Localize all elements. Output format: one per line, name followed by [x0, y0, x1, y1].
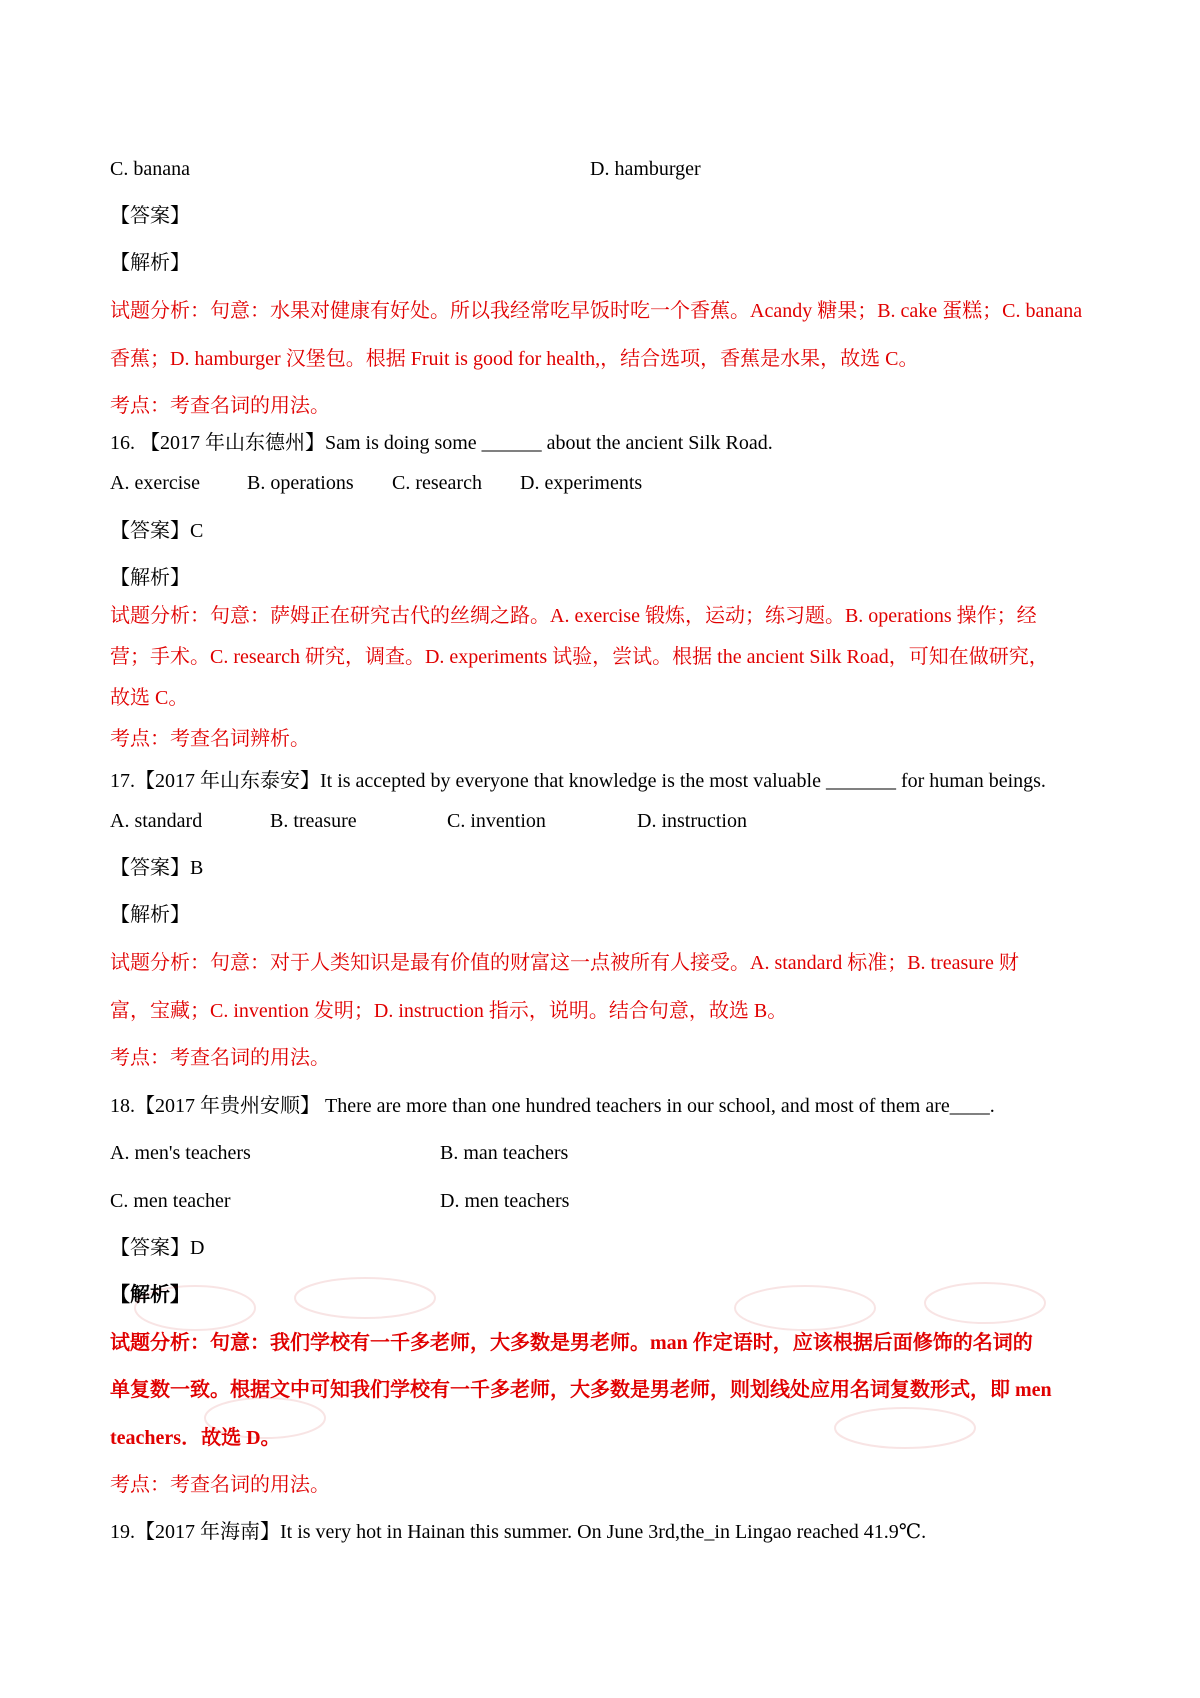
q18-option-c: C. men teacher [110, 1190, 231, 1212]
q15-analysis-line-1: 试题分析：句意：水果对健康有好处。所以我经常吃早饭时吃一个香蕉。Acandy 糖果；B. cake 蛋糕；C. banana [110, 300, 1083, 322]
q16-option-c: C. research [392, 472, 482, 494]
q19-stem: 19.【2017 年海南】It is very hot in Hainan this summer. On June 3rd,the_in Lingao reached 41.9℃. [110, 1521, 927, 1543]
q16-answer: 【答案】C [110, 520, 204, 542]
q18-option-a: A. men's teachers [110, 1142, 251, 1164]
q15-analysis-line-2: 香蕉；D. hamburger 汉堡包。根据 Fruit is good for health,，结合选项，香蕉是水果，故选 C。 [110, 348, 919, 370]
q18-analysis-line-3: teachers．故选 D。 [110, 1427, 281, 1449]
q18-stem: 18.【2017 年贵州安顺】 There are more than one hundred teachers in our school, and most of them are____. [110, 1095, 995, 1117]
q15-option-c: C. banana [110, 158, 190, 180]
q18-analysis-line-2: 单复数一致。根据文中可知我们学校有一千多老师，大多数是男老师，则划线处应用名词复数形式，即 men [110, 1379, 1052, 1401]
q16-exam-point: 考点：考查名词辨析。 [110, 728, 310, 750]
q18-option-d: D. men teachers [440, 1190, 570, 1212]
q15-analysis-label: 【解析】 [110, 252, 190, 274]
q17-answer: 【答案】B [110, 857, 204, 879]
q17-analysis-line-2: 富，宝藏；C. invention 发明；D. instruction 指示，说明。结合句意，故选 B。 [110, 1000, 788, 1022]
q16-analysis-line-1: 试题分析：句意：萨姆正在研究古代的丝绸之路。A. exercise 锻炼，运动；练习题。B. operations 操作；经 [110, 605, 1037, 627]
q17-option-c: C. invention [447, 810, 546, 832]
q18-analysis-line-1: 试题分析：句意：我们学校有一千多老师，大多数是男老师。man 作定语时，应该根据后面修饰的名词的 [110, 1332, 1033, 1354]
q16-analysis-label: 【解析】 [110, 567, 190, 589]
q16-analysis-line-3: 故选 C。 [110, 687, 189, 709]
q17-option-b: B. treasure [270, 810, 357, 832]
q16-option-d: D. experiments [520, 472, 643, 494]
q17-stem: 17.【2017 年山东泰安】It is accepted by everyone that knowledge is the most valuable _______ for human beings. [110, 770, 1046, 792]
q17-option-a: A. standard [110, 810, 203, 832]
q17-analysis-line-1: 试题分析：句意：对于人类知识是最有价值的财富这一点被所有人接受。A. standard 标准；B. treasure 财 [110, 952, 1019, 974]
q16-stem: 16. 【2017 年山东德州】Sam is doing some ______ about the ancient Silk Road. [110, 432, 773, 454]
q15-option-d: D. hamburger [590, 158, 701, 180]
q16-analysis-line-2: 营；手术。C. research 研究，调查。D. experiments 试验，尝试。根据 the ancient Silk Road，可知在做研究， [110, 646, 1049, 668]
q18-exam-point: 考点：考查名词的用法。 [110, 1474, 330, 1496]
q17-option-d: D. instruction [637, 810, 747, 832]
q15-exam-point: 考点：考查名词的用法。 [110, 395, 330, 417]
q17-analysis-label: 【解析】 [110, 904, 190, 926]
q18-answer: 【答案】D [110, 1237, 205, 1259]
q18-analysis-label: 【解析】 [110, 1284, 190, 1306]
q18-option-b: B. man teachers [440, 1142, 569, 1164]
q16-option-a: A. exercise [110, 472, 200, 494]
q17-exam-point: 考点：考查名词的用法。 [110, 1047, 330, 1069]
q16-option-b: B. operations [247, 472, 354, 494]
q15-answer-label: 【答案】 [110, 205, 190, 227]
